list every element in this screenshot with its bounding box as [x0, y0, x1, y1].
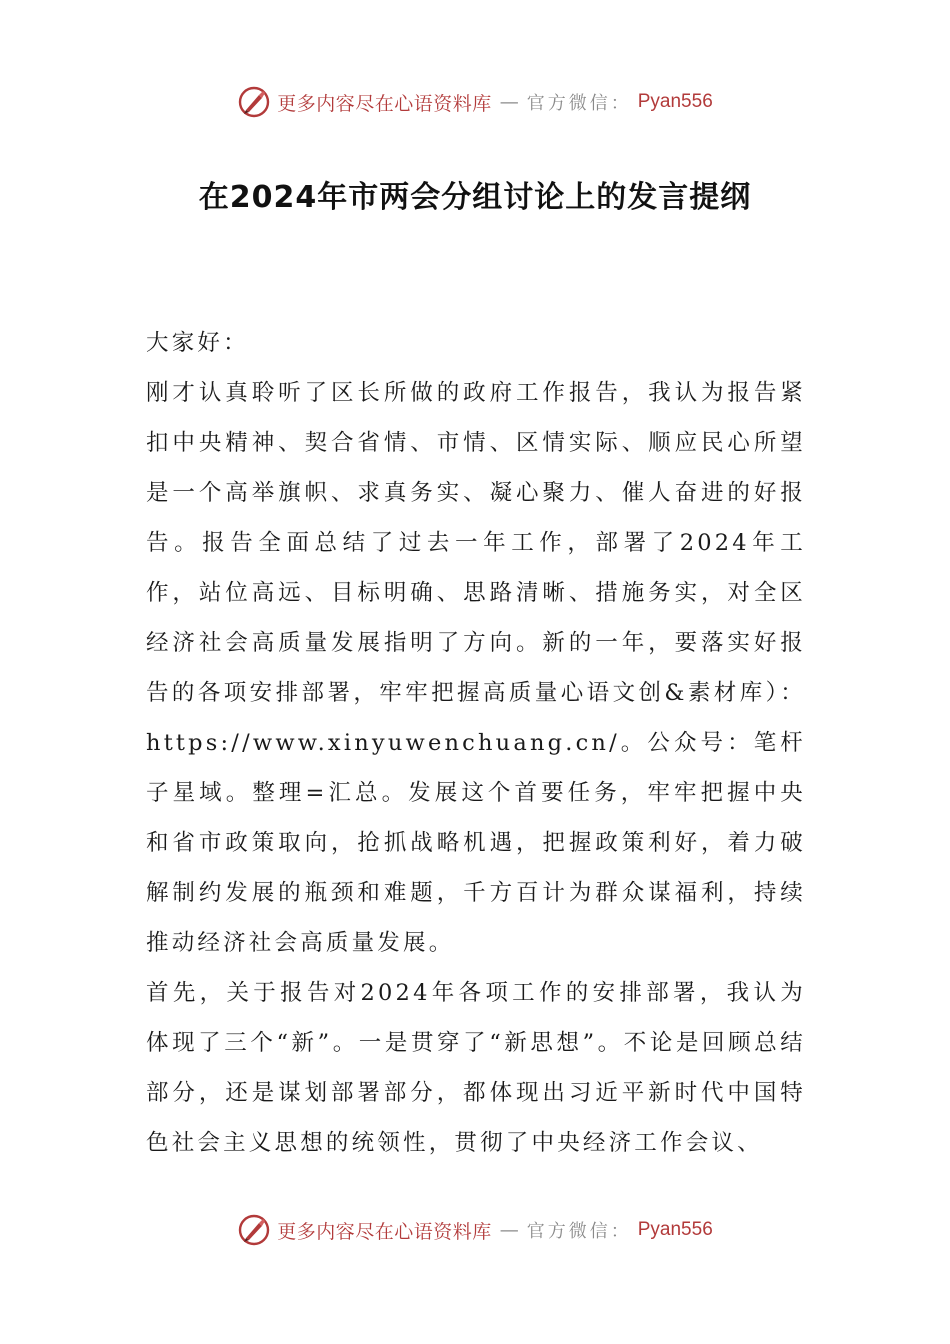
body-paragraph: 刚才认真聆听了区长所做的政府工作报告，我认为报告紧扣中央精神、契合省情、市情、区情实际、顺应民心所望是一个高举旗帜、求真务实、凝心聚力、催人奋进的好报告。报告全面总结了过去一年工作，部署了2024年工作，站位高远、目标明确、思路清晰、措施务实，对全区经济社会高质量发展指明了方向。新的一年，要落实好报告的各项安排部署，牢牢把握高质量心语文创&素材库）：https://www.xinyuwenchuang.cn/。公众号：笔杆子星域。整理=汇总。发展这个首要任务，牢牢把握中央和省市政策取向，抢抓战略机遇，把握政策利好，着力破解制约发展的瓶颈和难题，千方百计为群众谋福利，持续推动经济社会高质量发展。: [146, 380, 806, 956]
greeting-paragraph: 大家好：: [146, 330, 249, 356]
document-body: [146, 318, 806, 1168]
pen-brush-logo-icon: [237, 1213, 271, 1247]
footer-banner: [0, 1210, 950, 1250]
header-banner: [0, 82, 950, 122]
pen-brush-logo-icon: [237, 85, 271, 119]
header-wechat-id: Pyan556: [637, 91, 713, 112]
header-wechat-label: 官方微信：: [526, 93, 632, 114]
body-paragraph: 首先，关于报告对2024年各项工作的安排部署，我认为体现了三个“新”。一是贯穿了“新思想”。不论是回顾总结部分，还是谋划部署部分，都体现出习近平新时代中国特色社会主义思想的统领性，贯彻了中央经济工作会议、: [146, 980, 806, 1156]
footer-banner-dash: —: [499, 1219, 519, 1241]
footer-wechat-label: 官方微信：: [526, 1221, 632, 1242]
document-title: 在2024年市两会分组讨论上的发言提纲: [198, 180, 752, 215]
footer-wechat-id: Pyan556: [637, 1219, 713, 1240]
footer-banner-text: 更多内容尽在心语资料库: [277, 1220, 492, 1243]
header-banner-text: 更多内容尽在心语资料库: [277, 92, 492, 115]
header-banner-dash: —: [499, 91, 519, 113]
